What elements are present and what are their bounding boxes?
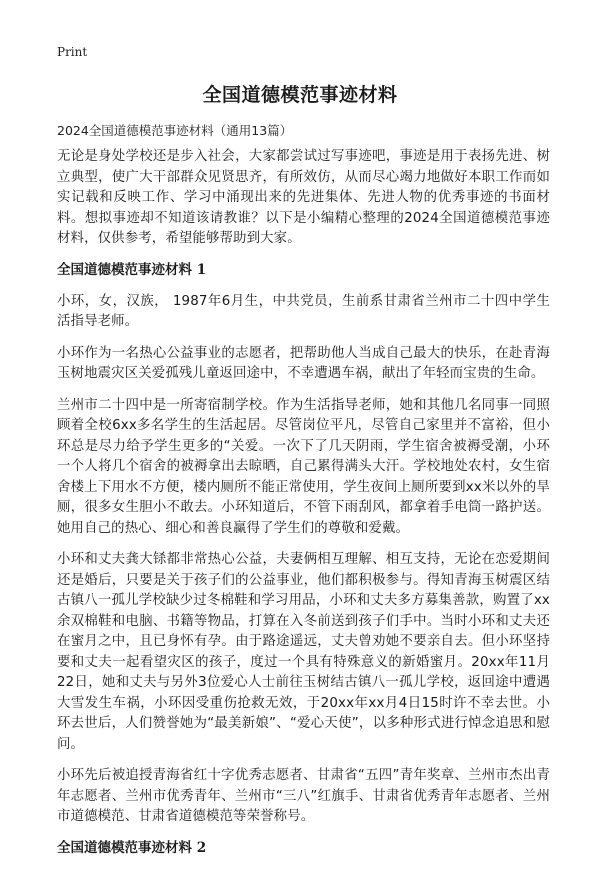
section-1-paragraph: 小环先后被追授青海省红十字优秀志愿者、甘肃省“五四”青年奖章、兰州市杰出青年志愿者、兰州市优秀青年、兰州市“三八”红旗手、甘肃省优秀青年志愿者、兰州市道德模范、甘肃省道德模范等荣誉称号。 xyxy=(57,768,550,824)
article-body xyxy=(57,147,550,870)
document-subtitle: 2024全国道德模范事迹材料（通用13篇） xyxy=(57,123,293,138)
section-1-paragraph: 兰州市二十四中是一所寄宿制学校。作为生活指导老师，她和其他几名同事一同照顾着全校6xx多名学生的生活起居。尽管岗位平凡，尽管自己家里并不富裕，但小环总是尽力给予学生更多的“关爱。一次下了几天阴雨，学生宿舍被褥受潮，小环一个人将几个宿舍的被褥拿出去晾晒，自己累得满头大汗。学校地处农村，女生宿舍楼上下用水不方便，楼内厕所不能正常使用，学生夜间上厕所要到xx米以外的旱厕，很多女生胆小不敢去。小环知道后，不管下雨刮风，都拿着手电筒一路护送。她用自己的热心、细心和善良赢得了学生们的尊敬和爱戴。 xyxy=(57,397,550,536)
section-heading-2: 全国道德模范事迹材料 2 xyxy=(57,839,207,856)
section-1-paragraph: 小环作为一名热心公益事业的志愿者，把帮助他人当成自己最大的快乐，在赴青海玉树地震灾区关爱孤残儿童返回途中，不幸遭遇车祸，献出了年轻而宝贵的生命。 xyxy=(57,345,550,381)
section-1-paragraph: 小环和丈夫龚大铩都非常热心公益，夫妻俩相互理解、相互支持，无论在恋爱期间还是婚后，只要是关于孩子们的公益事业，他们都积极参与。得知青海玉树震区结古镇八一孤儿学校缺少过冬棉鞋和学习用品，小环和丈夫多方募集善款，购置了xx余双棉鞋和电脑、书籍等物品，打算在入冬前送到孩子们手中。当时小环和丈夫还在蜜月之中，且已身怀有孕。由于路途遥远，丈夫曾劝她不要亲自去。但小环坚持要和丈夫一起看望灾区的孩子，度过一个具有特殊意义的新婚蜜月。20xx年11月22日，她和丈夫与另外3位爱心人士前往玉树结古镇八一孤儿学校，返回途中遭遇大雪发生车祸，小环因受重伤抢救无效，于20xx年xx月4日15时许不幸去世。小环去世后，人们赞誉她为“最美新娘”、“爱心天使”，以多种形式进行悼念追思和慰问。 xyxy=(57,552,550,752)
page-title: 全国道德模范事迹材料 xyxy=(202,84,398,106)
intro-paragraph: 无论是身处学校还是步入社会，大家都尝试过写事迹吧，事迹是用于表扬先进、树立典型，使广大干部群众见贤思齐，有所效仿，从而尽心竭力地做好本职工作而如实记载和反映工作、学习中涌现出来的先进集体、先进人物的优秀事迹的书面材料。想拟事迹却不知道该请教谁？以下是小编精心整理的2024全国道德模范事迹材料，仅供参考，希望能够帮助到大家。 xyxy=(57,149,550,246)
section-1-paragraph: 小环，女，汉族， 1987年6月生，中共党员，生前系甘肃省兰州市二十四中学生活指导老师。 xyxy=(57,293,550,329)
section-heading-1: 全国道德模范事迹材料 1 xyxy=(57,261,207,278)
print-link[interactable]: Print xyxy=(57,45,88,59)
